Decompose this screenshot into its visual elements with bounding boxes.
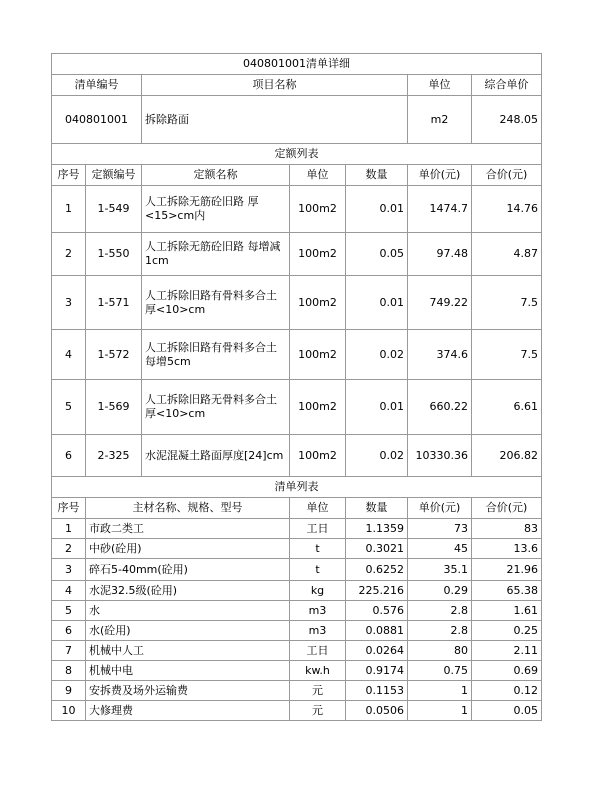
item-code: 040801001 bbox=[52, 96, 142, 144]
quota-section-row bbox=[52, 144, 542, 165]
material-total: 0.69 bbox=[472, 661, 542, 681]
quota-row bbox=[52, 276, 542, 330]
material-row bbox=[52, 559, 542, 581]
material-unit: 元 bbox=[290, 681, 346, 701]
quota-header-qty: 数量 bbox=[346, 165, 408, 186]
item-price: 248.05 bbox=[472, 96, 542, 144]
item-header-row bbox=[52, 75, 542, 96]
quota-qty: 0.02 bbox=[346, 330, 408, 380]
material-no: 2 bbox=[52, 539, 86, 559]
quota-price: 374.6 bbox=[408, 330, 472, 380]
quota-row bbox=[52, 380, 542, 435]
quota-no: 3 bbox=[52, 276, 86, 330]
material-price: 80 bbox=[408, 641, 472, 661]
quota-header-row bbox=[52, 165, 542, 186]
material-price: 1 bbox=[408, 681, 472, 701]
quota-price: 749.22 bbox=[408, 276, 472, 330]
material-name: 市政二类工 bbox=[86, 519, 290, 539]
quota-code: 1-549 bbox=[86, 186, 142, 233]
material-unit: 元 bbox=[290, 701, 346, 721]
material-unit: 工日 bbox=[290, 519, 346, 539]
material-total: 1.61 bbox=[472, 601, 542, 621]
quota-section-title: 定额列表 bbox=[52, 144, 542, 165]
quota-price: 10330.36 bbox=[408, 435, 472, 477]
quota-unit: 100m2 bbox=[290, 380, 346, 435]
table-title: 040801001清单详细 bbox=[52, 54, 542, 75]
material-row bbox=[52, 581, 542, 601]
quota-header-price: 单价(元) bbox=[408, 165, 472, 186]
material-qty: 0.1153 bbox=[346, 681, 408, 701]
quota-no: 6 bbox=[52, 435, 86, 477]
material-total: 83 bbox=[472, 519, 542, 539]
material-row bbox=[52, 681, 542, 701]
quota-no: 4 bbox=[52, 330, 86, 380]
quota-row bbox=[52, 435, 542, 477]
quota-total: 4.87 bbox=[472, 233, 542, 276]
bill-detail-table bbox=[51, 53, 542, 721]
material-name: 安拆费及场外运输费 bbox=[86, 681, 290, 701]
quota-unit: 100m2 bbox=[290, 233, 346, 276]
material-qty: 0.0264 bbox=[346, 641, 408, 661]
quota-name: 人工拆除无筋砼旧路 厚<15>cm内 bbox=[142, 186, 290, 233]
quota-row bbox=[52, 330, 542, 380]
quota-qty: 0.01 bbox=[346, 276, 408, 330]
material-no: 5 bbox=[52, 601, 86, 621]
quota-price: 1474.7 bbox=[408, 186, 472, 233]
quota-row bbox=[52, 233, 542, 276]
material-name: 大修理费 bbox=[86, 701, 290, 721]
material-unit: m3 bbox=[290, 601, 346, 621]
material-qty: 0.0506 bbox=[346, 701, 408, 721]
quota-header-no: 序号 bbox=[52, 165, 86, 186]
quota-total: 7.5 bbox=[472, 276, 542, 330]
material-unit: t bbox=[290, 539, 346, 559]
material-total: 21.96 bbox=[472, 559, 542, 581]
quota-qty: 0.05 bbox=[346, 233, 408, 276]
material-header-total: 合价(元) bbox=[472, 498, 542, 519]
material-no: 6 bbox=[52, 621, 86, 641]
material-no: 4 bbox=[52, 581, 86, 601]
quota-header-name: 定额名称 bbox=[142, 165, 290, 186]
header-price: 综合单价 bbox=[472, 75, 542, 96]
quota-header-unit: 单位 bbox=[290, 165, 346, 186]
quota-name: 水泥混凝土路面厚度[24]cm bbox=[142, 435, 290, 477]
material-price: 35.1 bbox=[408, 559, 472, 581]
material-row bbox=[52, 519, 542, 539]
quota-name: 人工拆除旧路有骨料多合土厚<10>cm bbox=[142, 276, 290, 330]
material-unit: m3 bbox=[290, 621, 346, 641]
quota-total: 6.61 bbox=[472, 380, 542, 435]
material-no: 1 bbox=[52, 519, 86, 539]
material-section-row bbox=[52, 477, 542, 498]
header-unit: 单位 bbox=[408, 75, 472, 96]
quota-unit: 100m2 bbox=[290, 330, 346, 380]
material-total: 13.6 bbox=[472, 539, 542, 559]
material-header-row bbox=[52, 498, 542, 519]
material-header-name: 主材名称、规格、型号 bbox=[86, 498, 290, 519]
material-name: 机械中电 bbox=[86, 661, 290, 681]
material-unit: kw.h bbox=[290, 661, 346, 681]
quota-code: 1-569 bbox=[86, 380, 142, 435]
material-price: 1 bbox=[408, 701, 472, 721]
quota-name: 人工拆除旧路无骨料多合土厚<10>cm bbox=[142, 380, 290, 435]
material-name: 碎石5-40mm(砼用) bbox=[86, 559, 290, 581]
material-price: 45 bbox=[408, 539, 472, 559]
material-name: 水 bbox=[86, 601, 290, 621]
material-total: 0.12 bbox=[472, 681, 542, 701]
material-name: 中砂(砼用) bbox=[86, 539, 290, 559]
quota-qty: 0.02 bbox=[346, 435, 408, 477]
material-qty: 1.1359 bbox=[346, 519, 408, 539]
material-qty: 225.216 bbox=[346, 581, 408, 601]
quota-unit: 100m2 bbox=[290, 435, 346, 477]
quota-no: 1 bbox=[52, 186, 86, 233]
quota-unit: 100m2 bbox=[290, 186, 346, 233]
quota-total: 7.5 bbox=[472, 330, 542, 380]
material-unit: t bbox=[290, 559, 346, 581]
material-no: 10 bbox=[52, 701, 86, 721]
material-unit: kg bbox=[290, 581, 346, 601]
material-no: 8 bbox=[52, 661, 86, 681]
material-qty: 0.3021 bbox=[346, 539, 408, 559]
title-row bbox=[52, 54, 542, 75]
material-header-qty: 数量 bbox=[346, 498, 408, 519]
material-no: 3 bbox=[52, 559, 86, 581]
material-total: 0.25 bbox=[472, 621, 542, 641]
quota-price: 660.22 bbox=[408, 380, 472, 435]
item-unit: m2 bbox=[408, 96, 472, 144]
material-price: 2.8 bbox=[408, 621, 472, 641]
quota-code: 1-572 bbox=[86, 330, 142, 380]
quota-name: 人工拆除无筋砼旧路 每增减1cm bbox=[142, 233, 290, 276]
material-name: 机械中人工 bbox=[86, 641, 290, 661]
quota-total: 206.82 bbox=[472, 435, 542, 477]
quota-code: 1-550 bbox=[86, 233, 142, 276]
material-header-unit: 单位 bbox=[290, 498, 346, 519]
quota-price: 97.48 bbox=[408, 233, 472, 276]
material-price: 0.75 bbox=[408, 661, 472, 681]
material-total: 0.05 bbox=[472, 701, 542, 721]
quota-code: 1-571 bbox=[86, 276, 142, 330]
quota-unit: 100m2 bbox=[290, 276, 346, 330]
material-no: 9 bbox=[52, 681, 86, 701]
material-price: 73 bbox=[408, 519, 472, 539]
material-header-price: 单价(元) bbox=[408, 498, 472, 519]
item-name: 拆除路面 bbox=[142, 96, 408, 144]
header-code: 清单编号 bbox=[52, 75, 142, 96]
material-row bbox=[52, 641, 542, 661]
material-row bbox=[52, 601, 542, 621]
material-row bbox=[52, 661, 542, 681]
material-header-no: 序号 bbox=[52, 498, 86, 519]
quota-qty: 0.01 bbox=[346, 186, 408, 233]
material-unit: 工日 bbox=[290, 641, 346, 661]
material-section-title: 清单列表 bbox=[52, 477, 542, 498]
material-price: 0.29 bbox=[408, 581, 472, 601]
material-qty: 0.0881 bbox=[346, 621, 408, 641]
material-row bbox=[52, 621, 542, 641]
material-qty: 0.6252 bbox=[346, 559, 408, 581]
material-qty: 0.9174 bbox=[346, 661, 408, 681]
item-row bbox=[52, 96, 542, 144]
quota-no: 2 bbox=[52, 233, 86, 276]
quota-header-code: 定额编号 bbox=[86, 165, 142, 186]
material-name: 水泥32.5级(砼用) bbox=[86, 581, 290, 601]
quota-header-total: 合价(元) bbox=[472, 165, 542, 186]
material-name: 水(砼用) bbox=[86, 621, 290, 641]
material-qty: 0.576 bbox=[346, 601, 408, 621]
material-row bbox=[52, 539, 542, 559]
material-row bbox=[52, 701, 542, 721]
quota-name: 人工拆除旧路有骨料多合土每增5cm bbox=[142, 330, 290, 380]
quota-total: 14.76 bbox=[472, 186, 542, 233]
header-name: 项目名称 bbox=[142, 75, 408, 96]
material-total: 2.11 bbox=[472, 641, 542, 661]
material-total: 65.38 bbox=[472, 581, 542, 601]
material-no: 7 bbox=[52, 641, 86, 661]
quota-no: 5 bbox=[52, 380, 86, 435]
quota-qty: 0.01 bbox=[346, 380, 408, 435]
quota-code: 2-325 bbox=[86, 435, 142, 477]
material-price: 2.8 bbox=[408, 601, 472, 621]
quota-row bbox=[52, 186, 542, 233]
